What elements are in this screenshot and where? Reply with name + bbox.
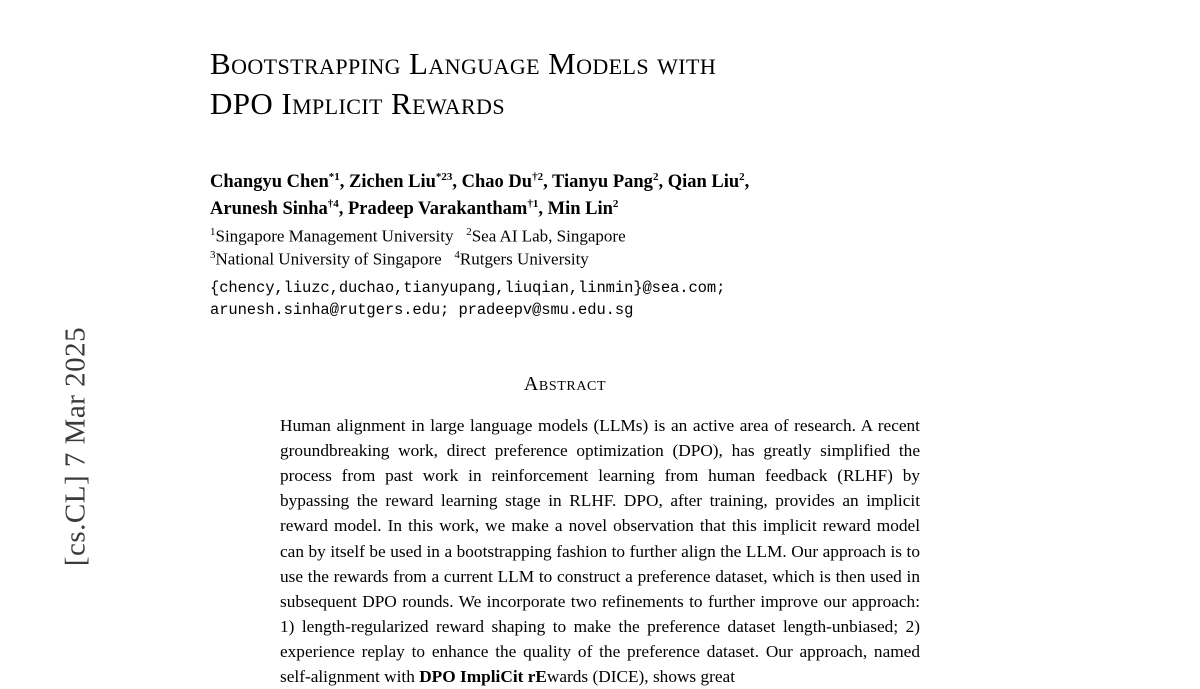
author-affiliation-marker: 2 [652, 171, 659, 184]
author-name: Chao Du [461, 172, 533, 193]
author-name: Arunesh Sinha [210, 198, 328, 219]
author-affiliation-marker: *1 [328, 171, 340, 184]
author-name: Pradeep Varakantham [347, 198, 528, 219]
email-line-1: {chency,liuzc,duchao,tianyupang,liuqian,linmin}@sea.com; [210, 279, 726, 298]
affiliation-row: $^1$Singapore Management University $^2$Sea AI Lab, Singapore [210, 225, 626, 246]
affiliation-marker: 1 [210, 225, 216, 238]
author-line-1: Changyu Chen$^{*1}$, Zichen Liu$^{*23}$, Chao Du$^{\dagger 2}$, Tianyu Pang$^2$, Qian Liu$^2$, [210, 171, 750, 193]
abstract-emphasis: it r [512, 666, 536, 686]
author-name: Changyu Chen [210, 172, 329, 193]
title-line-2: DPO Implicit Rewards [210, 85, 505, 121]
title-line-1: Bootstrapping Language Models with [210, 46, 717, 81]
author-name: Zichen Liu [349, 172, 436, 193]
page-title [210, 44, 920, 123]
author-name: Tianyu Pang [552, 172, 653, 193]
contact-emails [210, 278, 920, 321]
affiliation-row: $^3$National University of Singapore $^4$Rutgers University [210, 249, 589, 269]
abstract-emphasis: C [500, 666, 513, 686]
author-affiliation-marker: 2 [739, 171, 745, 184]
author-affiliation-marker: †1 [527, 197, 539, 210]
abstract-text: Human alignment in large language models (LLMs) is an active area of research. A recent groundbreaking work, direct preference optimization (DPO), has greatly simplified the process from past work in reinforcement learning from human feedback (RLHF) by bypassing the reward learning stage in RLHF. DPO, after training, provides an implicit reward model. In this work, we make a novel observation that this implicit reward model can by itself be used in a bootstrapping fashion to further align the LLM. Our approach is to use the rewards from a current LLM to construct a preference dataset, which is then used in subsequent DPO rounds. We incorporate two refinements to further improve our approach: 1) length-regularized reward shaping to make the preference dataset length-unbiased; 2) experience replay to enhance the quality of the preference dataset. Our approach, named self-alignment with [280, 416, 920, 686]
author-name: Qian Liu [667, 172, 740, 193]
author-affiliation-marker: *23 [435, 171, 453, 184]
abstract-emphasis: E [535, 666, 547, 686]
affiliation-marker: 2 [466, 225, 472, 238]
author-line-2: Arunesh Sinha$^{\dagger 4}$, Pradeep Varakantham$^{\dagger 1}$, Min Lin$^2$ [210, 197, 619, 219]
author-affiliation-marker: †2 [532, 171, 544, 184]
author-name: Min Lin [547, 198, 613, 219]
email-line-2: arunesh.sinha@rutgers.edu; pradeepv@smu.edu.sg [210, 300, 634, 319]
author-affiliation-marker: 2 [612, 197, 619, 210]
abstract-emphasis: DPO Impli [419, 666, 501, 686]
paper-content [210, 44, 920, 689]
abstract-heading: Abstract [523, 373, 607, 396]
affiliation-marker: 4 [454, 249, 460, 262]
author-affiliation-marker: †4 [327, 197, 339, 210]
affiliation-list [210, 225, 920, 272]
arxiv-stamp: [cs.CL] 7 Mar 2025 [59, 326, 92, 567]
affiliation-marker: 3 [210, 249, 216, 262]
abstract-text: wards (DICE), shows great [546, 666, 736, 686]
author-list [210, 169, 920, 222]
